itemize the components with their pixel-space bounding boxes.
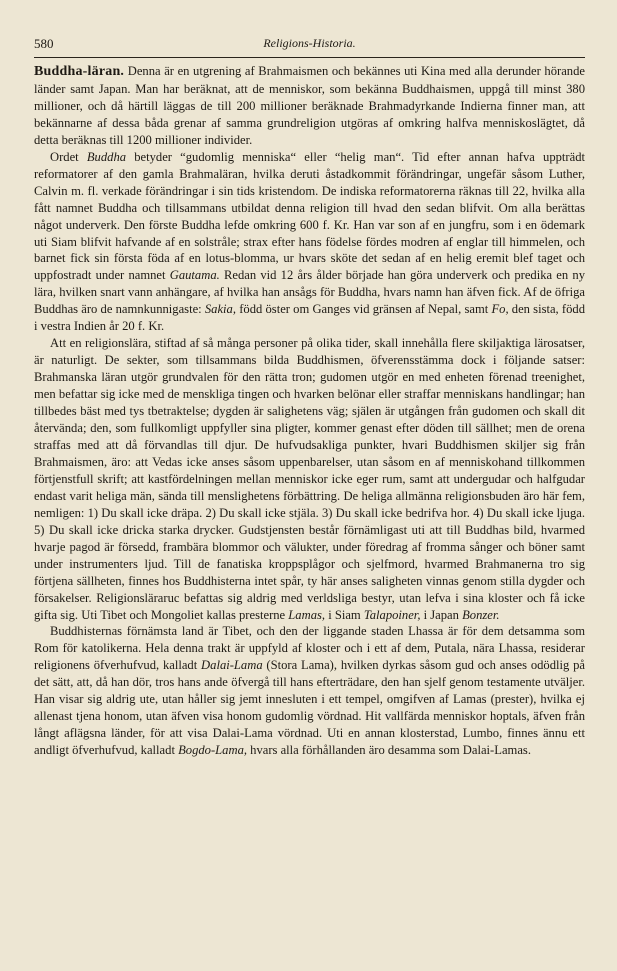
term-buddha: Buddha [86, 149, 127, 164]
paragraph-3 [34, 335, 585, 623]
paragraph-2 [34, 149, 585, 335]
term-sakia: Sakia, [204, 302, 237, 317]
section-heading: Buddha-läran. [34, 64, 125, 79]
page-header [34, 36, 585, 51]
header-rule [34, 57, 585, 58]
article-body [34, 63, 585, 759]
p2-text-d: född öster om Ganges vid gränsen af Nepal, samt [236, 302, 492, 317]
p3-text-a: Att en religionslära, stiftad af så många personer på olika tider, skall innehålla flere skiljaktiga lärosatser, är naturligt. De sekter, som tillsammans bilda Buddhismen, öfverensstämma dock i följande satser: Brahmanska läran utgör grundvalen för den rätta tron; gudomen utgör en med enheten förenad treenighet, men befattar sig icke med de menskliga tingen och hvarken belönar eller straffar menniskans handlingar; han tillbedes bäst med tys tbetraktelse; dygden är salighetens väg; själen är utgången från gudomen och skall dit återvända; den, som fullkomligt uppfyller sina pligter, kommer genast efter döden till sällhet; men de orena straffas med att då förvandlas till djur. De hufvudsakliga punkter, hvari Buddhismen skiljer sig från Brahmaismen, äro: att Vedas icke anses såsom uppenbarelser, utan såsom en af menniskohand tillkommen förtjenstfull skrift; att kastfördelningen mellan menniskor icke eger rum, samt att undergudar och halfgudar endast varit heliga män, sända till menslighetens förbättring. De heliga allmänna religionsbuden äro här fem, nemligen: 1) Du skall icke dräpa. 2) Du skall icke stjäla. 3) Du skall icke bedrifva hor. 4) Du skall icke ljuga. 5) Du skall icke dricka starka drycker. Gudstjensten består förnämligast uti att till Buddhas bild, hvarmed hvarje pagod är försedd, frambära blommor och välukter, under föredrag af fromma sånger och böner samt under instrumenters ljud. Till de fanatiska kroppsplågor och sjelfmord, hvarmed Brahmanerna tro sig förtjena sällheten, finnes hos Buddhisterna intet spår, ty här anses saligheten vinnas genom stilla dygder och försakelser. Religionsläraruc befattas sig aldrig med verldsliga bestyr, utan lefva i sina kloster och få icke gifta sig. Uti Tibet och Mongoliet kallas presterne [34, 336, 585, 622]
running-title: Religions-Historia. [263, 36, 356, 50]
p4-text-b: (Stora Lama), hvilken dyrkas såsom gud och anses odödlig på det sätt, att, då han dör, tros hans ande öfvergå till hans efterträdare, den han sjelf genom testamente utväljer. Han visar sig aldrig ute, utan håller sig jemt innesluten i ett tempel, omgifven af Lamas (prester), hvilka ej allenast tjena honom, utan äfven visa honom gudomlig vördnad. Hit vallfärda menniskor hoptals, äfven från långt aflägsna länder, för att visa Dalai-Lama vördnad. Uti en annan klosterstad, Lumbo, finnes ännu ett andligt öfverhufvud, kalladt [34, 658, 586, 758]
term-bonzer: Bonzer. [462, 607, 500, 622]
p4-text-a: Buddhisternas förnämsta land är Tibet, och den der liggande staden Lhassa är för dem detsamma som Rom för katolikerna. Hela denna trakt är uppfyld af kloster och i ett af dem, Putala, nära Lhassa, residerar religionens öfverhufvud, kalladt [34, 624, 585, 673]
p3-text-b: i Siam [325, 607, 364, 622]
paragraph-1-text: Denna är en utgrening af Brahmaismen och bekännes uti Kina med alla derunder hörande länder samt Japan. Man har beräknat, att de menniskor, som bekänna Buddhaismen, uppgå till minst 380 millioner, och då härtill läggas de till 200 millioner beräknade Brahmadyrkande Indierna finner man, att bekännarne af dessa båda grenar af samma grundreligion utgöras af omkring halfva menniskoslägtet, då detta beräknas till 1200 millioner individer. [34, 64, 585, 147]
paragraph-1 [34, 63, 585, 149]
page-number: 580 [34, 36, 54, 51]
p2-text-e: den sista, född i vestra Indien år 20 f. Kr. [34, 302, 585, 334]
paragraph-4 [34, 623, 585, 759]
term-fo: Fo, [491, 302, 509, 317]
p2-text-c: Redan vid 12 års ålder började han göra underverk och predika en ny lära, hvilken snart vann anhängare, af hvilka han ansågs för Buddha, hvars namn han äfven fick. Af de öfriga Buddhas äro de namnkunnigaste: [34, 268, 585, 317]
term-bogdo-lama: Bogdo-Lama, [178, 743, 248, 758]
p3-text-c: i Japan [420, 607, 463, 622]
p2-text-a: Ordet [50, 149, 87, 164]
p2-text-b: betyder “gudomlig menniska“ eller “helig man“. Tid efter annan hafva uppträdt reformatorer af den gamla Brahmaläran, hvilka deruti åstadkommit förändringar, ungefär såsom Luther, Calvin m. fl. verkade förändringar i sin tids kristendom. De indiska reformatorerna räknas till 22, hvilka alla fått namnet Buddha och tillsammans utbildat denna religion till hvad den sedan blifvit. Om alla berättas något underverk. Den förste Buddha lefde omkring 600 f. Kr. Han var son af en jungfru, som i en ödemark uti Siam blifvit hafvande af en solstråle; strax efter hans födelse fördes modren af englar till himmelen, och barnet fick sin första föda af en lotus-blomma, ur hvars sköte det sedan af en helig eremit blef taget och uppfostradt under namnet [34, 149, 585, 283]
term-talapoiner: Talapoiner, [363, 607, 421, 622]
term-dalai-lama: Dalai-Lama [201, 658, 263, 673]
term-gautama: Gautama. [169, 268, 220, 283]
p4-text-c: hvars alla förhållanden äro desamma som Dalai-Lamas. [247, 743, 531, 758]
term-lamas: Lamas, [288, 607, 326, 622]
